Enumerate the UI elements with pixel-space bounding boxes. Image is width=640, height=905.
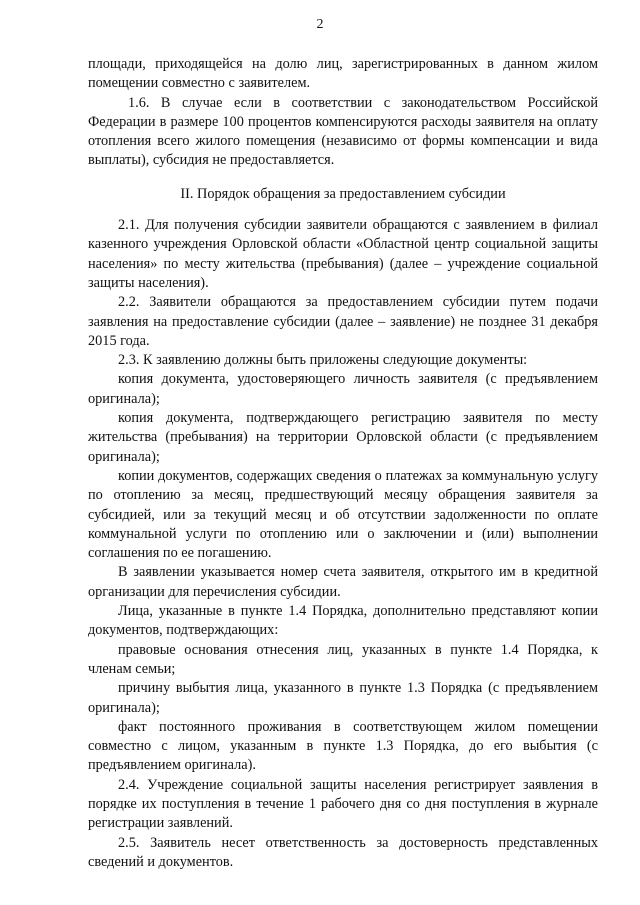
- section-heading: II. Порядок обращения за предоставлением субсидии: [180, 185, 506, 202]
- list-item-payments: копии документов, содержащих сведения о платежах за коммунальную услугу по отоплению за месяц, предшествующий месяцу обращения заявителя за субсидией, или за текущий месяц и об отсутствии задолженности по оплате коммунальной услуги по отоплению или о заключении и (или) выполнении соглашения по ее погашению.: [88, 467, 598, 562]
- paragraph-2-4: 2.4. Учреждение социальной защиты населения регистрирует заявления в порядке их поступления в течение 1 рабочего дня со дня поступления в журнале регистрации заявлений.: [88, 776, 598, 832]
- paragraph-2-5: 2.5. Заявитель несет ответственность за достоверность представленных сведений и документов.: [88, 834, 598, 870]
- paragraph-2-2: 2.2. Заявители обращаются за предоставлением субсидии путем подачи заявления на предоставление субсидии (далее – заявление) не позднее 31 декабря 2015 года.: [88, 294, 598, 349]
- paragraph-account: В заявлении указывается номер счета заявителя, открытого им в кредитной организации для перечисления субсидии.: [88, 564, 598, 600]
- paragraph-2-1: 2.1. Для получения субсидии заявители обращаются с заявлением в филиал казенного учреждения Орловской области «Областной центр социальной защиты населения» по месту жительства (пребывания) (далее – учреждение социальной защиты населения).: [88, 217, 598, 291]
- list-item-registration: копия документа, подтверждающего регистрацию заявителя по месту жительства (пребывания) на территории Орловской области (с предъявлением оригинала);: [88, 410, 598, 465]
- list-item-departure: причину выбытия лица, указанного в пункте 1.3 Порядка (с предъявлением оригинала);: [88, 680, 598, 716]
- list-item-residence: факт постоянного проживания в соответствующем жилом помещении совместно с лицом, указанным в пункте 1.3 Порядка, до его выбытия (с предъявлением оригинала).: [88, 718, 598, 774]
- paragraph-continuation: площади, приходящейся на долю лиц, зарегистрированных в данном жилом помещении совместно с заявителем.: [88, 56, 598, 92]
- paragraph-persons: Лица, указанные в пункте 1.4 Порядка, дополнительно представляют копии документов, подтверждающих:: [88, 603, 598, 639]
- page-number: 2: [316, 17, 324, 32]
- list-item-identity: копия документа, удостоверяющего личность заявителя (с предъявлением оригинала);: [88, 371, 598, 407]
- paragraph-1-6: 1.6. В случае если в соответствии с законодательством Российской Федерации в размере 100 процентов компенсируются расходы заявителя на оплату отопления всего жилого помещения (независимо от формы компенсации и вида выплаты), субсидия не предоставляется.: [88, 94, 598, 169]
- document-body: [88, 55, 598, 872]
- list-item-family: правовые основания отнесения лиц, указанных в пункте 1.4 Порядка, к членам семьи;: [88, 641, 598, 677]
- paragraph-2-3: 2.3. К заявлению должны быть приложены следующие документы:: [118, 352, 528, 369]
